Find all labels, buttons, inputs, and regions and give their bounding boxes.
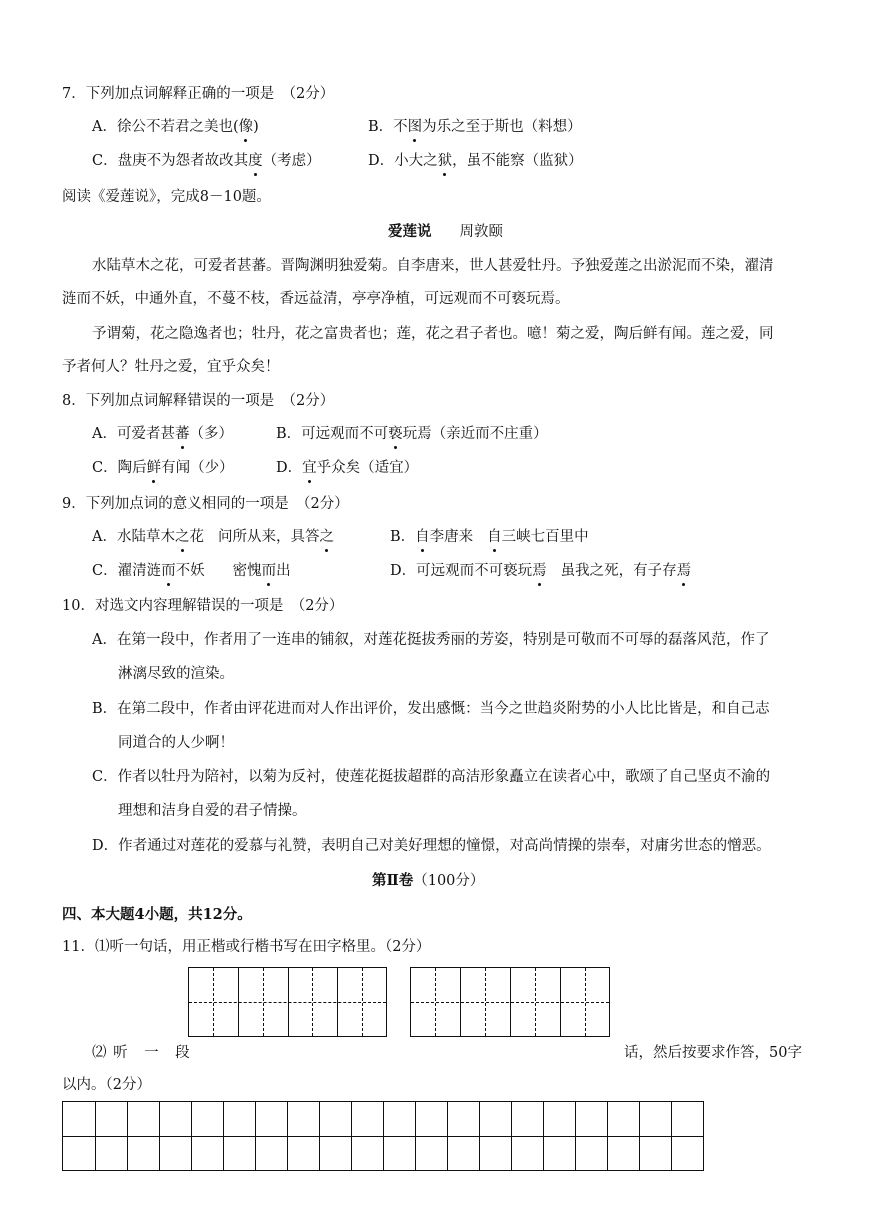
- q9-option-d[interactable]: D．可远观而不可亵玩焉 虽我之死，有子存焉: [390, 563, 692, 579]
- q11-part2-right: 话，然后按要求作答，50字: [624, 1045, 802, 1061]
- q8-option-b[interactable]: B．可远观而不可亵玩焉（亲近而不庄重）: [276, 426, 548, 442]
- q10-option-c-cont: 理想和洁身自爱的君子情操。: [118, 803, 307, 819]
- passage-p2-line1: 予谓菊，花之隐逸者也；牡丹，花之富贵者也；莲，花之君子者也。噫！菊之爱，陶后鲜有闻。莲之爱，同: [92, 326, 774, 342]
- q9-stem: 9．下列加点词的意义相同的一项是 （2分）: [62, 496, 349, 512]
- q10-option-d[interactable]: D．作者通过对莲花的爱慕与礼赞，表明自己对美好理想的憧憬，对高尚情操的崇奉，对庸劣世态的憎恶。: [92, 838, 771, 854]
- answer-grid[interactable]: [62, 1101, 704, 1171]
- q10-stem: 10．对选文内容理解错误的一项是 （2分）: [62, 598, 344, 614]
- passage-p2-line2: 予者何人？牡丹之爱，宜乎众矣！: [62, 359, 280, 375]
- q7-option-b[interactable]: B．不图为乐之至于斯也（料想）: [368, 119, 582, 135]
- q8-option-d[interactable]: D．宜乎众矣（适宜）: [276, 460, 419, 476]
- q10-option-c[interactable]: C．作者以牡丹为陪衬，以菊为反衬，使莲花挺拔超群的高洁形象矗立在读者心中，歌颂了自己坚贞不渝的: [92, 769, 771, 785]
- q10-option-a[interactable]: A．在第一段中，作者用了一连串的铺叙，对莲花挺拔秀丽的芳姿，特别是可敬而不可辱的磊落风范，作了: [92, 632, 770, 648]
- q7-option-c[interactable]: C．盘庚不为怨者故改其度（考虑）: [92, 153, 321, 169]
- passage-p1-line2: 涟而不妖，中通外直，不蔓不枝，香远益清，亭亭净植，可远观而不可亵玩焉。: [62, 291, 570, 307]
- q8-option-c[interactable]: C．陶后鲜有闻（少）: [92, 460, 234, 476]
- q8-option-a[interactable]: A．可爱者甚蕃（多）: [92, 426, 233, 442]
- passage-title: 爱莲说: [388, 223, 432, 240]
- q10-option-b[interactable]: B．在第二段中，作者由评花进而对人作出评价，发出感慨：当今之世趋炎附势的小人比比皆是，和自己志: [92, 701, 770, 717]
- q9-option-a[interactable]: A．水陆草木之花 问所从来，具答之: [92, 529, 334, 545]
- q11-part2-cont: 以内。（2分）: [62, 1077, 151, 1093]
- q11-part2-left: ⑵ 听 一 段: [92, 1045, 191, 1061]
- q7-option-d[interactable]: D．小大之狱，虽不能察（监狱）: [368, 153, 583, 169]
- q10-option-b-cont: 同道合的人少啊！: [118, 735, 234, 751]
- tianzige-grid-right[interactable]: [410, 967, 610, 1037]
- q9-option-b[interactable]: B．自李唐来 自三峡七百里中: [390, 529, 589, 545]
- q10-option-a-cont: 淋漓尽致的渲染。: [118, 666, 234, 682]
- part2-heading: 第Ⅱ卷（100分）: [372, 872, 485, 889]
- q11-part1: 11．⑴听一句话，用正楷或行楷书写在田字格里。（2分）: [62, 939, 431, 955]
- q9-option-c[interactable]: C．濯清涟而不妖 密愧而出: [92, 563, 291, 579]
- tianzige-grid-left[interactable]: [188, 967, 387, 1037]
- q8-stem: 8．下列加点词解释错误的一项是 （2分）: [62, 393, 335, 409]
- q7-option-a[interactable]: A．徐公不若君之美也(像): [92, 119, 259, 135]
- section4-heading: 四、本大题4小题，共12分。: [62, 906, 252, 923]
- reading-instruction: 阅读《爱莲说》，完成8－10题。: [62, 189, 271, 205]
- passage-p1-line1: 水陆草木之花，可爱者甚蕃。晋陶渊明独爱菊。自李唐来，世人甚爱牡丹。予独爱莲之出淤泥而不染，濯清: [92, 258, 774, 274]
- passage-title-line: [388, 222, 503, 242]
- q7-stem: 7．下列加点词解释正确的一项是 （2分）: [62, 86, 335, 102]
- passage-author: 周敦颐: [459, 224, 503, 240]
